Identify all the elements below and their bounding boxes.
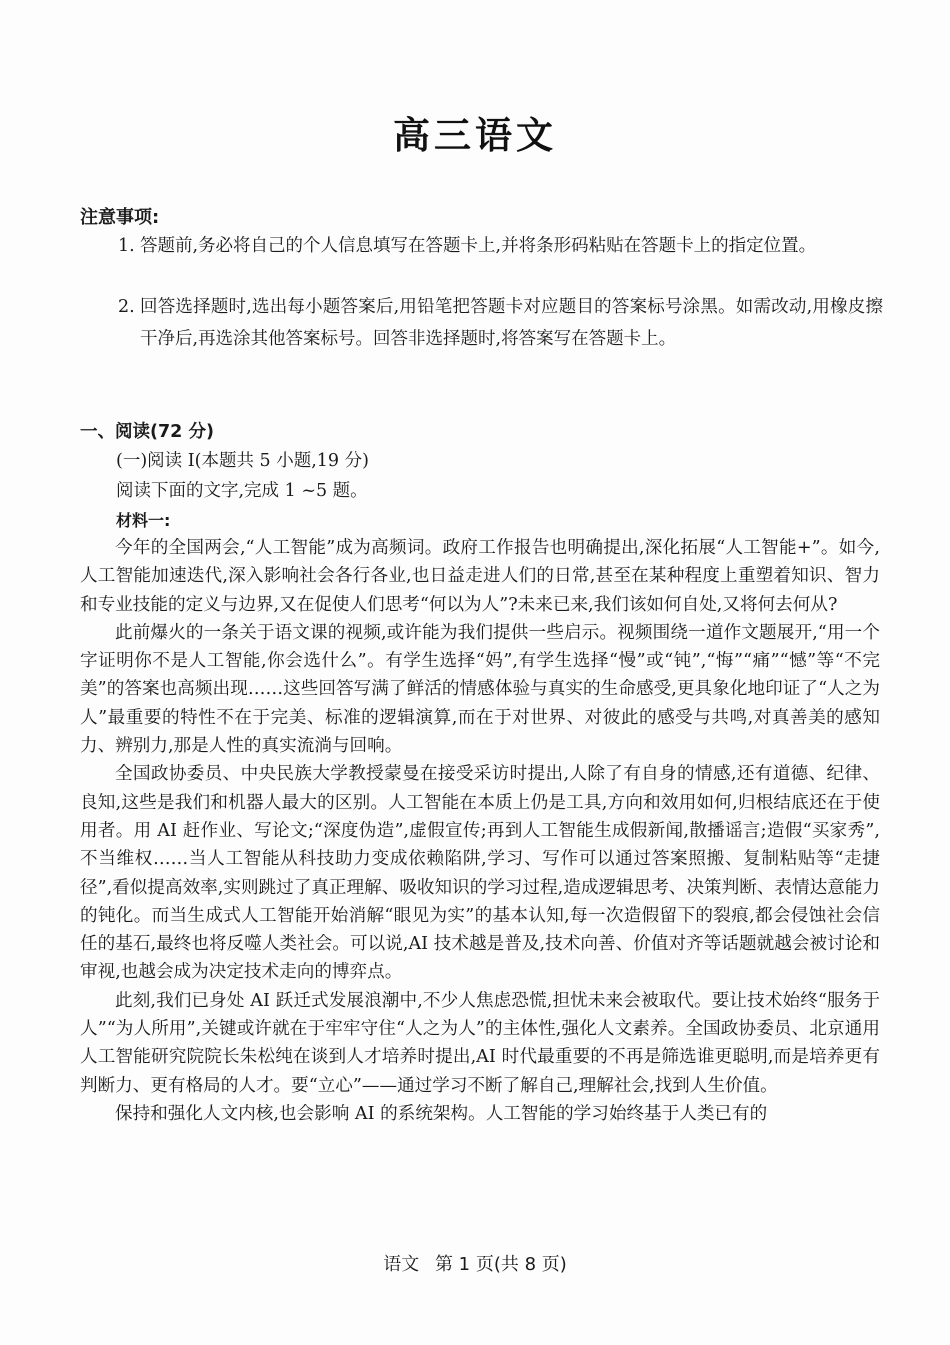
material-label: 材料一:	[116, 511, 171, 530]
passage-paragraph: 今年的全国两会,“人工智能”成为高频词。政府工作报告也明确提出,深化拓展“人工智能+”。如今,人工智能加速迭代,深入影响社会各行各业,也日益走进人们的日常,甚至在某种程度上重塑着知识、智力和专业技能的定义与边界,又在促使人们思考“何以为人”?未来已来,我们该如何自处,又将何去何从?	[80, 538, 880, 615]
notice-heading: 注意事项:	[80, 207, 160, 228]
notice-item-1	[118, 230, 883, 262]
notice-item-text: 答题前,务必将自己的个人信息填写在答题卡上,并将条形码粘贴在答题卡上的指定位置。	[140, 236, 817, 256]
notice-item-2	[118, 291, 883, 355]
passage-body	[80, 534, 880, 1128]
footer-subject: 语文	[383, 1254, 420, 1275]
passage-paragraph: 保持和强化人文内核,也会影响 AI 的系统架构。人工智能的学习始终基于人类已有的	[115, 1103, 768, 1124]
sub-heading: (一)阅读 I(本题共 5 小题,19 分)	[116, 451, 369, 471]
footer-page-number: 第 1 页(共 8 页)	[434, 1254, 567, 1275]
notice-item-text: 回答选择题时,选出每小题答案后,用铅笔把答题卡对应题目的答案标号涂黑。如需改动,用橡皮擦干净后,再选涂其他答案标号。回答非选择题时,将答案写在答题卡上。	[140, 297, 883, 349]
page-title: 高三语文	[393, 114, 557, 157]
instruction: 阅读下面的文字,完成 1 ~5 题。	[116, 481, 368, 501]
section-heading: 一、阅读(72 分)	[80, 422, 214, 442]
passage-paragraph: 此前爆火的一条关于语文课的视频,或许能为我们提供一些启示。视频围绕一道作文题展开,“用一个字证明你不是人工智能,你会选什么”。有学生选择“妈”,有学生选择“慢”或“钝”,“悔”“痛”“憾”等“不完美”的答案也高频出现……这些回答写满了鲜活的情感体验与真实的生命感受,更具象化地印证了“人之为人”最重要的特性不在于完美、标准的逻辑演算,而在于对世界、对彼此的感受与共鸣,对真善美的感知力、辨别力,那是人性的真实流淌与回响。	[80, 622, 880, 757]
notice-item-number: 2.	[118, 297, 135, 317]
notice-item-number: 1.	[118, 236, 135, 256]
passage-paragraph: 此刻,我们已身处 AI 跃迁式发展浪潮中,不少人焦虑恐慌,担忧未来会被取代。要让技术始终“服务于人”“为人所用”,关键或许就在于牢牢守住“人之为人”的主体性,强化人文素养。全国政协委员、北京通用人工智能研究院院长朱松纯在谈到人才培养时提出,AI 时代最重要的不再是筛选谁更聪明,而是培养更有判断力、更有格局的人才。要“立心”——通过学习不断了解自己,理解社会,找到人生价值。	[80, 990, 880, 1096]
page-footer	[0, 1250, 950, 1276]
passage-paragraph: 全国政协委员、中央民族大学教授蒙曼在接受采访时提出,人除了有自身的情感,还有道德、纪律、良知,这些是我们和机器人最大的区别。人工智能在本质上仍是工具,方向和效用如何,归根结底还在于使用者。用 AI 赶作业、写论文;“深度伪造”,虚假宣传;再到人工智能生成假新闻,散播谣言;造假“买家秀”,不当维权……当人工智能从科技助力变成依赖陷阱,学习、写作可以通过答案照搬、复制粘贴等“走捷径”,看似提高效率,实则跳过了真正理解、吸收知识的学习过程,造成逻辑思考、决策判断、表情达意能力的钝化。而当生成式人工智能开始消解“眼见为实”的基本认知,每一次造假留下的裂痕,都会侵蚀社会信任的基石,最终也将反噬人类社会。可以说,AI 技术越是普及,技术向善、价值对齐等话题就越会被讨论和审视,也越会成为决定技术走向的博弈点。	[80, 764, 880, 983]
